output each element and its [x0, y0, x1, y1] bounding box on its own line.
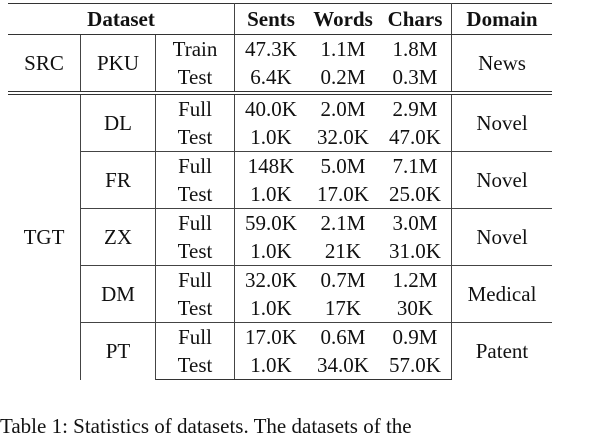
header-words: Words: [307, 4, 379, 35]
corpus-pt: PT: [81, 323, 156, 380]
domain-cell: Novel: [452, 152, 553, 209]
chars-cell: 57.0K: [379, 351, 452, 380]
words-cell: 0.7M: [307, 266, 379, 295]
words-cell: 0.6M: [307, 323, 379, 352]
sents-cell: 1.0K: [250, 296, 292, 320]
chars-cell: 0.9M: [379, 323, 452, 352]
words-cell: 2.1M: [307, 209, 379, 238]
corpus-dm: DM: [81, 266, 156, 323]
words-cell: 2.0M: [307, 93, 379, 123]
split-cell: Test: [156, 180, 235, 209]
chars-cell: 0.3M: [379, 63, 452, 93]
sents-cell: 1.0K: [235, 351, 308, 380]
header-dataset: Dataset: [8, 4, 235, 35]
split-cell: Full: [156, 323, 235, 352]
corpus-dl: DL: [81, 93, 156, 152]
sents-cell: 32.0K: [235, 266, 308, 295]
sents-cell: 47.3K: [245, 37, 297, 61]
table-row: [8, 266, 552, 295]
domain-cell: News: [478, 51, 526, 75]
header-chars: Chars: [379, 4, 452, 35]
split-cell: Train: [156, 35, 235, 64]
chars-cell: 7.1M: [379, 152, 452, 181]
table-caption: Table 1: Statistics of datasets. The datasets of the: [0, 414, 412, 438]
corpus-zx: ZX: [81, 209, 156, 266]
words-cell: 21K: [324, 239, 362, 263]
section-label-tgt: TGT: [8, 93, 81, 380]
chars-cell: 47.0K: [379, 123, 452, 152]
domain-cell: Novel: [452, 209, 553, 266]
sents-cell: 40.0K: [235, 93, 308, 123]
table-row: [8, 93, 552, 123]
split-cell: Full: [156, 93, 235, 123]
split-cell: Test: [156, 123, 235, 152]
section-label-src: SRC: [8, 35, 81, 94]
chars-cell: 1.2M: [379, 266, 452, 295]
split-cell: Full: [156, 209, 235, 238]
words-cell: 5.0M: [307, 152, 379, 181]
header-domain: Domain: [452, 4, 553, 35]
domain-cell: Medical: [452, 266, 553, 323]
dataset-statistics-table: [8, 3, 604, 380]
sents-cell: 1.0K: [250, 182, 292, 206]
sents-cell: 17.0K: [235, 323, 308, 352]
chars-cell: 31.0K: [379, 237, 452, 266]
table-row: [8, 323, 552, 352]
sents-cell: 1.0K: [250, 239, 292, 263]
header-sents: Sents: [235, 4, 308, 35]
split-cell: Full: [156, 152, 235, 181]
words-cell: 0.2M: [320, 65, 366, 89]
words-cell: 17K: [324, 296, 362, 320]
table-row: [8, 152, 552, 181]
chars-cell: 1.8M: [379, 35, 452, 64]
chars-cell: 3.0M: [379, 209, 452, 238]
chars-cell: 30K: [379, 294, 452, 323]
sents-cell: 59.0K: [235, 209, 308, 238]
chars-cell: 25.0K: [379, 180, 452, 209]
words-cell: 17.0K: [317, 182, 369, 206]
corpus-fr: FR: [81, 152, 156, 209]
words-cell: 32.0K: [317, 125, 369, 149]
domain-cell: Novel: [452, 93, 553, 152]
split-cell: Full: [156, 266, 235, 295]
domain-cell: Patent: [452, 323, 553, 380]
words-cell: 34.0K: [307, 351, 379, 380]
sents-cell: 148K: [235, 152, 308, 181]
corpus-pku: PKU: [81, 35, 156, 94]
table-row: [8, 35, 552, 64]
words-cell: 1.1M: [320, 37, 366, 61]
split-cell: Test: [156, 294, 235, 323]
sents-cell: 1.0K: [250, 125, 292, 149]
split-cell: Test: [156, 351, 235, 380]
split-cell: Test: [156, 237, 235, 266]
chars-cell: 2.9M: [379, 93, 452, 123]
split-cell: Test: [156, 63, 235, 93]
table-row: [8, 209, 552, 238]
sents-cell: 6.4K: [250, 65, 292, 89]
